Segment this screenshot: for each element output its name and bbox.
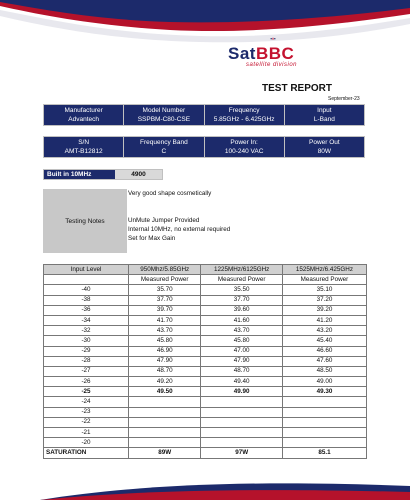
input-level-cell: -29 — [44, 346, 129, 356]
input-level-cell: -24 — [44, 397, 129, 407]
table-row — [44, 387, 367, 397]
info-bar-2 — [43, 136, 365, 158]
measured-power-cell: 43.70 — [201, 326, 283, 336]
table-row — [44, 346, 367, 356]
measured-power-cell: 37.70 — [201, 295, 283, 305]
info-cell-frequency — [205, 105, 285, 125]
saturation-row — [44, 448, 367, 458]
input-level-cell: -27 — [44, 366, 129, 376]
measured-power-cell: 1525MHz/6.425GHz — [282, 265, 366, 275]
info-value: AMT-B12812 — [64, 148, 103, 155]
measured-power-cell — [129, 407, 201, 417]
header-swoosh-graphic — [0, 0, 410, 60]
footer-swoosh-graphic — [0, 470, 410, 500]
info-value: 5.85GHz - 6.425GHz — [213, 116, 275, 123]
input-level-cell: -20 — [44, 438, 129, 448]
input-level-cell: -21 — [44, 428, 129, 438]
info-value: Advantech — [68, 116, 99, 123]
input-level-cell: -34 — [44, 315, 129, 325]
table-row — [44, 366, 367, 376]
measured-power-cell: Measured Power — [129, 275, 201, 285]
measured-power-cell: 49.00 — [282, 377, 366, 387]
info-cell-power-in — [205, 137, 285, 157]
info-value: 80W — [317, 148, 332, 155]
input-level-cell: SATURATION — [44, 448, 129, 458]
measured-power-cell: 49.20 — [129, 377, 201, 387]
measured-power-cell: 49.90 — [201, 387, 283, 397]
table-row — [44, 285, 367, 295]
measurement-table — [43, 264, 367, 459]
measured-power-cell — [282, 407, 366, 417]
measured-power-cell: 48.70 — [201, 366, 283, 376]
info-value: 100-240 VAC — [224, 148, 264, 155]
table-row — [44, 428, 367, 438]
table-subheader-row — [44, 275, 367, 285]
table-row — [44, 438, 367, 448]
brand-logo — [228, 44, 294, 64]
measured-power-cell: 43.20 — [282, 326, 366, 336]
measured-power-cell: 45.40 — [282, 336, 366, 346]
input-level-cell: -30 — [44, 336, 129, 346]
table-row — [44, 305, 367, 315]
measured-power-cell: 47.60 — [282, 356, 366, 366]
note-line: Very good shape cosmetically — [128, 190, 212, 197]
measured-power-cell: Measured Power — [201, 275, 283, 285]
measured-power-cell — [129, 397, 201, 407]
note-line: Internal 10MHz, no external required — [128, 226, 231, 233]
table-row — [44, 397, 367, 407]
measured-power-cell: 37.70 — [129, 295, 201, 305]
info-label: Power In: — [230, 139, 258, 146]
measured-power-cell: 49.50 — [129, 387, 201, 397]
measured-power-cell — [129, 417, 201, 427]
measured-power-cell: 37.20 — [282, 295, 366, 305]
measured-power-cell: 47.90 — [129, 356, 201, 366]
measured-power-cell: 85.1 — [282, 448, 366, 458]
measured-power-cell — [282, 397, 366, 407]
measured-power-cell: 39.20 — [282, 305, 366, 315]
measured-power-cell: 41.70 — [129, 315, 201, 325]
built-value: 4900 — [115, 170, 162, 179]
measured-power-cell: 49.40 — [201, 377, 283, 387]
table-row — [44, 336, 367, 346]
measured-power-cell — [201, 417, 283, 427]
info-cell-manufacturer — [44, 105, 124, 125]
measured-power-cell — [129, 428, 201, 438]
info-label: Input — [317, 107, 332, 114]
measured-power-cell: 45.80 — [201, 336, 283, 346]
table-header-row — [44, 265, 367, 275]
brand-name-bbc: BBC — [255, 44, 295, 63]
measured-power-cell — [129, 438, 201, 448]
table-row — [44, 377, 367, 387]
measured-power-cell: 48.70 — [129, 366, 201, 376]
report-title: TEST REPORT — [262, 83, 333, 94]
measured-power-cell — [282, 417, 366, 427]
table-row — [44, 356, 367, 366]
measured-power-cell: 89W — [129, 448, 201, 458]
input-level-cell: -25 — [44, 387, 129, 397]
info-label: Manufacturer — [64, 107, 103, 114]
measured-power-cell: 1225MHz/6125GHz — [201, 265, 283, 275]
measured-power-cell: 35.10 — [282, 285, 366, 295]
measured-power-cell — [201, 438, 283, 448]
measured-power-cell: 47.00 — [201, 346, 283, 356]
testing-notes-label: Testing Notes — [43, 189, 127, 253]
measured-power-cell: 46.60 — [282, 346, 366, 356]
measured-power-cell — [201, 407, 283, 417]
input-level-cell: Input Level — [44, 265, 129, 275]
built-in-10mhz — [43, 169, 163, 180]
measured-power-cell: 48.50 — [282, 366, 366, 376]
table-row — [44, 407, 367, 417]
info-label: Frequency — [228, 107, 260, 114]
input-level-cell: -23 — [44, 407, 129, 417]
measured-power-cell: 41.60 — [201, 315, 283, 325]
table-row — [44, 417, 367, 427]
table-row — [44, 326, 367, 336]
brand-tagline: satellite division — [246, 62, 298, 68]
input-level-cell: -32 — [44, 326, 129, 336]
measured-power-cell: 43.70 — [129, 326, 201, 336]
measured-power-cell: 49.30 — [282, 387, 366, 397]
note-line: Set for Max Gain — [128, 235, 176, 242]
measured-power-cell — [201, 428, 283, 438]
measured-power-cell: 950Mhz/5.85GHz — [129, 265, 201, 275]
table-row — [44, 315, 367, 325]
input-level-cell: -22 — [44, 417, 129, 427]
note-line — [128, 207, 230, 216]
measured-power-cell: 39.70 — [129, 305, 201, 315]
info-cell-input — [285, 105, 364, 125]
report-date: September-23 — [328, 96, 360, 102]
brand-name-sat: Sat — [228, 44, 256, 63]
info-cell-model — [124, 105, 204, 125]
testing-notes-text — [128, 189, 230, 243]
note-line: UnMute Jumper Provided — [128, 217, 200, 224]
measured-power-cell — [282, 438, 366, 448]
info-value: SSPBM-C80-CSE — [137, 116, 191, 123]
info-label: S/N — [78, 139, 90, 146]
measured-power-cell: 41.20 — [282, 315, 366, 325]
input-level-cell — [44, 275, 129, 285]
built-label: Built in 10MHz — [44, 170, 115, 179]
measured-power-cell: 45.80 — [129, 336, 201, 346]
info-label: Frequency Band — [140, 139, 188, 146]
measured-power-cell: 46.90 — [129, 346, 201, 356]
info-cell-serial — [44, 137, 124, 157]
info-label: Power Out — [309, 139, 340, 146]
measured-power-cell: 35.50 — [201, 285, 283, 295]
input-level-cell: -36 — [44, 305, 129, 315]
info-cell-band — [124, 137, 204, 157]
input-level-cell: -28 — [44, 356, 129, 366]
measured-power-cell: 97W — [201, 448, 283, 458]
table-row — [44, 295, 367, 305]
input-level-cell: -40 — [44, 285, 129, 295]
measured-power-cell: Measured Power — [282, 275, 366, 285]
info-label: Model Number — [142, 107, 186, 114]
input-level-cell: -38 — [44, 295, 129, 305]
input-level-cell: -26 — [44, 377, 129, 387]
measured-power-cell: 39.60 — [201, 305, 283, 315]
measured-power-cell — [282, 428, 366, 438]
info-value: C — [161, 148, 167, 155]
note-line — [128, 198, 230, 207]
info-cell-power-out — [285, 137, 364, 157]
measured-power-cell: 35.70 — [129, 285, 201, 295]
info-value: L-Band — [313, 116, 335, 123]
measured-power-cell: 47.90 — [201, 356, 283, 366]
measured-power-cell — [201, 397, 283, 407]
info-bar-1 — [43, 104, 365, 126]
